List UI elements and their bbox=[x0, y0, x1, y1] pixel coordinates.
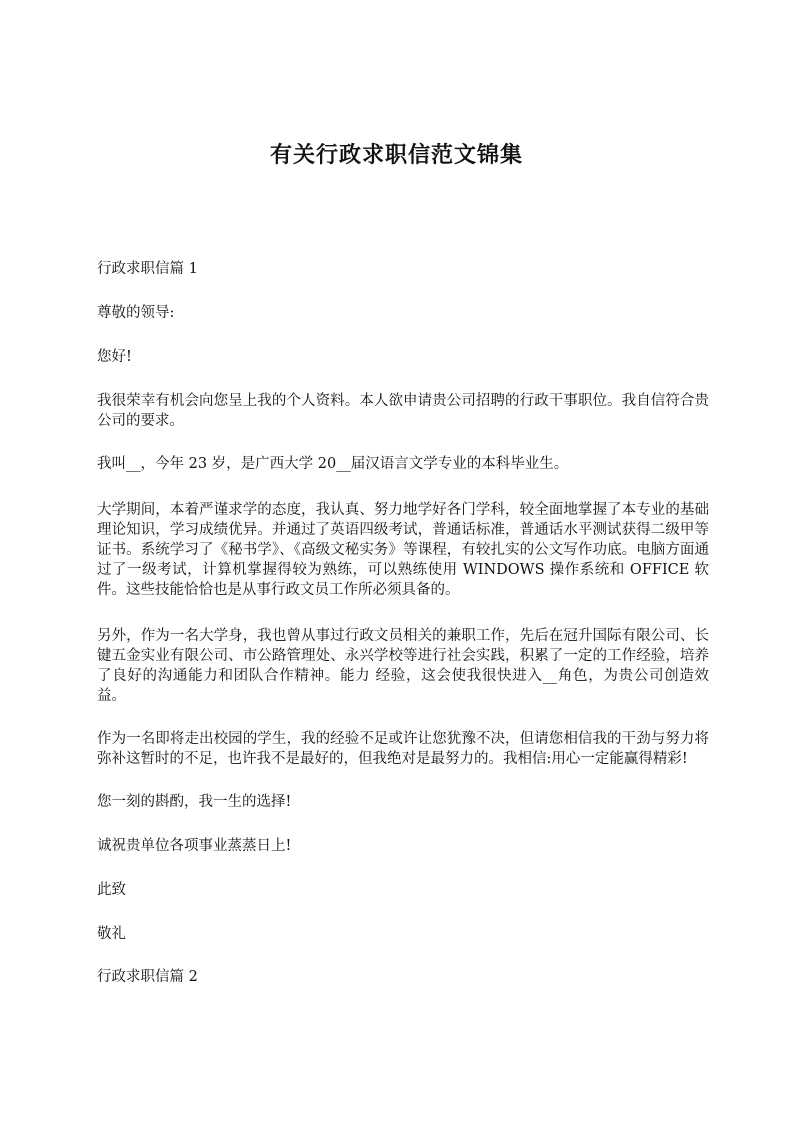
paragraph-choice: 您一刻的斟酌，我一生的选择! bbox=[97, 794, 292, 810]
paragraph-university: 大学期间，本着严谨求学的态度，我认真、努力地学好各门学科，较全面地掌握了本专业的基础理论知识，学习成绩优异。并通过了英语四级考试，普通话标准，普通话水平测试获得二级甲等证书。系统学习了《秘书学》、《高级文秘实务》等课程，有较扎实的公文写作功底。电脑方面通过了一级考试，计算机掌握得较为熟练，可以熟练使用 WINDOWS 操作系统和 OFFICE 软件。这些技能恰恰也是从事行政文员工作所必须具备的。 bbox=[97, 502, 709, 598]
section-heading-2: 行政求职信篇 2 bbox=[97, 969, 198, 985]
document-body bbox=[97, 259, 709, 987]
closing-cizhi: 此致 bbox=[97, 882, 126, 898]
paragraph-wishes: 诚祝贵单位各项事业蒸蒸日上! bbox=[97, 838, 292, 854]
greeting: 您好! bbox=[97, 349, 132, 365]
paragraph-self-intro: 我叫__，今年 23 岁，是广西大学 20__届汉语言文学专业的本科毕业生。 bbox=[97, 456, 569, 472]
document-title: 有关行政求职信范文锦集 bbox=[269, 143, 523, 168]
paragraph-intro: 我很荣幸有机会向您呈上我的个人资料。本人欲申请贵公司招聘的行政干事职位。我自信符合贵公司的要求。 bbox=[97, 393, 709, 429]
salutation: 尊敬的领导: bbox=[97, 305, 175, 321]
paragraph-experience: 另外，作为一名大学身，我也曾从事过行政文员相关的兼职工作，先后在冠升国际有限公司、长键五金实业有限公司、市公路管理处、永兴学校等进行社会实践，积累了一定的工作经验，培养了良好的沟通能力和团队合作精神。能力 经验，这会使我很快进入__角色，为贵公司创造效益。 bbox=[97, 628, 709, 704]
closing-jingli: 敬礼 bbox=[97, 926, 126, 942]
paragraph-commitment: 作为一名即将走出校园的学生，我的经验不足或许让您犹豫不决，但请您相信我的干劲与努力将弥补这暂时的不足，也许我不是最好的，但我绝对是最努力的。我相信:用心一定能赢得精彩! bbox=[97, 731, 709, 767]
section-heading-1: 行政求职信篇 1 bbox=[97, 261, 198, 277]
